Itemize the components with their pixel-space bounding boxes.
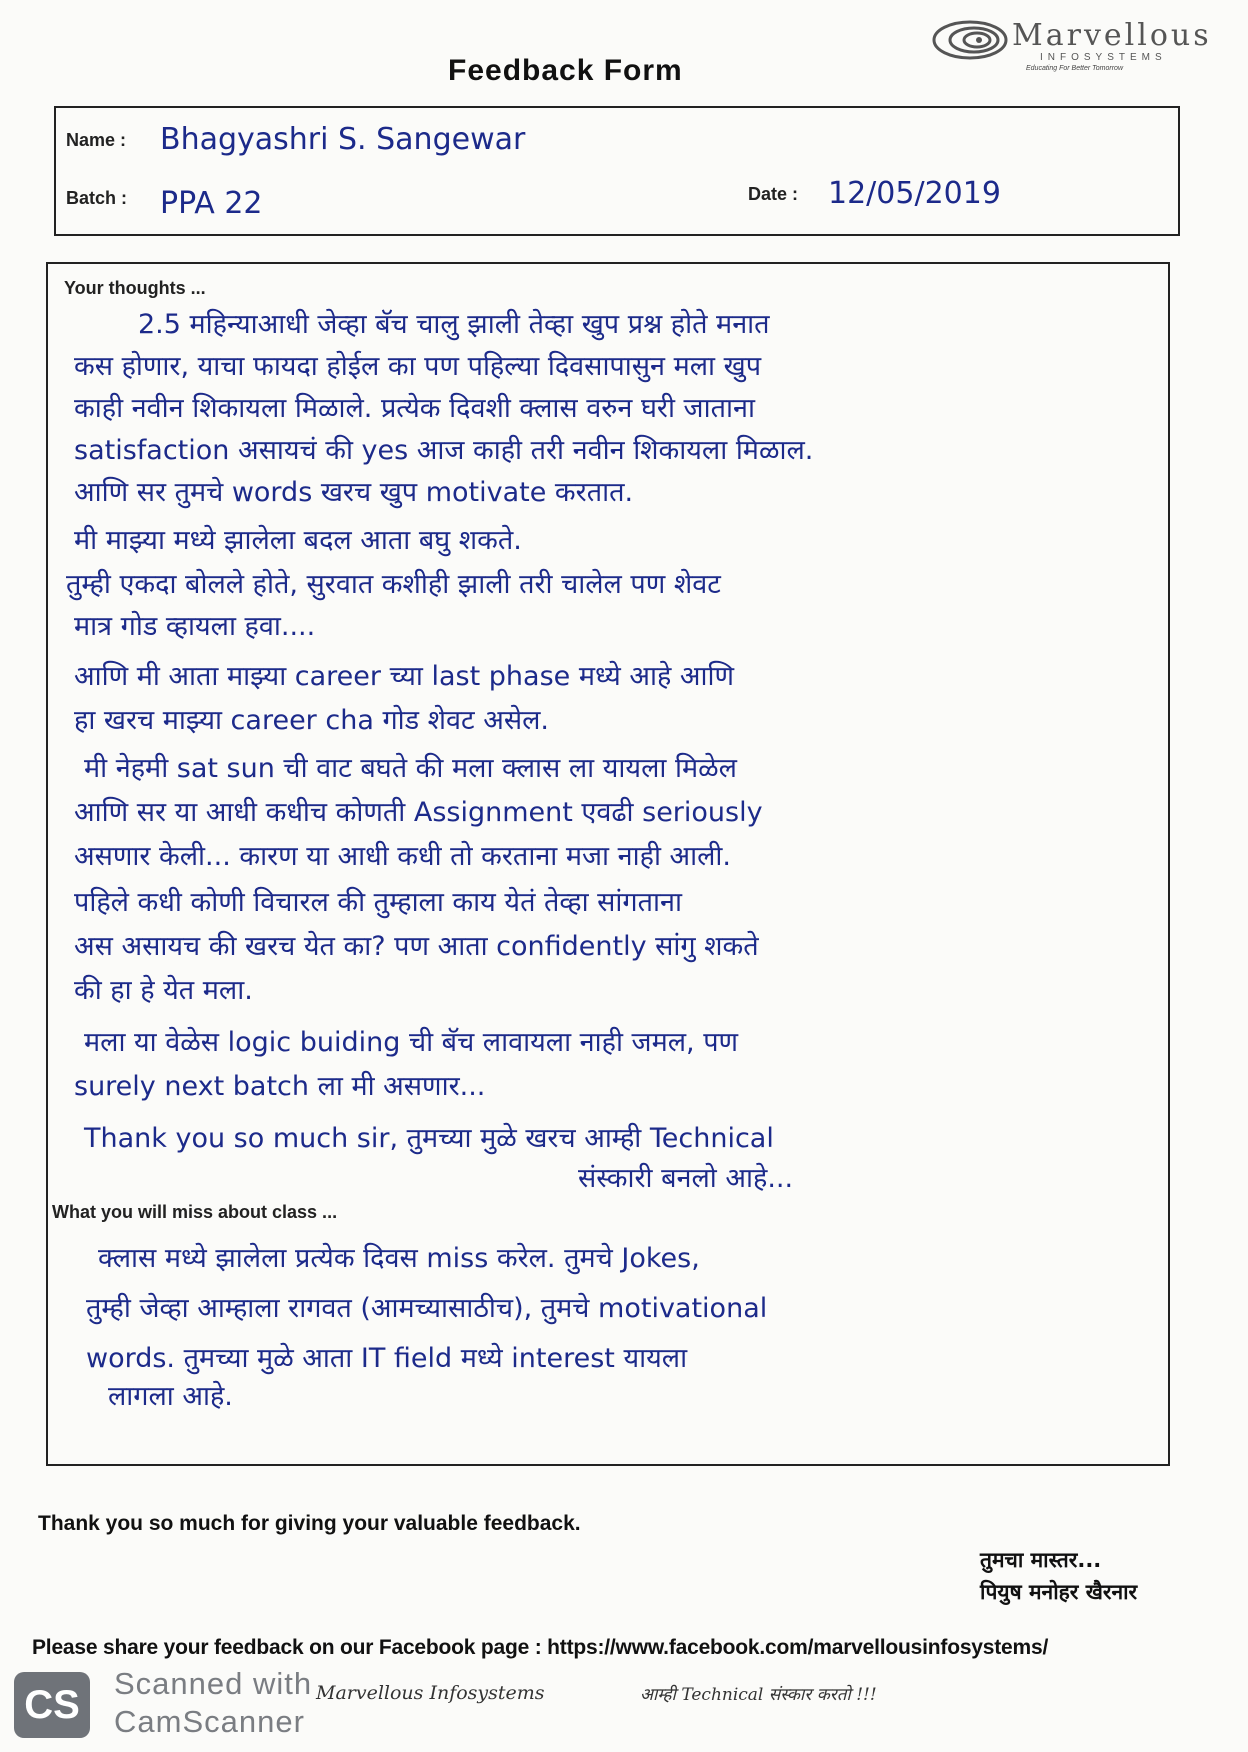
thoughts-line: मात्र गोड व्हायला हवा.... <box>74 611 316 642</box>
thoughts-line: मी माझ्या मध्ये झालेला बदल आता बघु शकते. <box>74 525 522 556</box>
batch-value: PPA 22 <box>160 186 263 221</box>
name-value: Bhagyashri S. Sangewar <box>160 122 526 157</box>
thoughts-line: की हा हे येत मला. <box>74 975 253 1006</box>
thoughts-line: हा खरच माझ्या career cha गोड शेवट असेल. <box>74 705 550 736</box>
spiral-logo-icon <box>930 14 1010 64</box>
footer-brand-script: Marvellous Infosystems <box>316 1682 545 1704</box>
thoughts-line: मला या वेळेस logic buiding ची बॅच लावायला नाही जमल, पण <box>84 1027 739 1058</box>
thoughts-line: 2.5 महिन्याआधी जेव्हा बॅच चालु झाली तेव्हा खुप प्रश्न होते मनात <box>138 309 770 340</box>
miss-line: तुम्ही जेव्हा आम्हाला रागवत (आमच्यासाठीच), तुमचे motivational <box>86 1293 768 1324</box>
thoughts-line: तुम्ही एकदा बोलले होते, सुरवात कशीही झाली तरी चालेल पण शेवट <box>66 569 721 600</box>
date-label: Date : <box>748 184 799 204</box>
signature-line-1: तुमचा मास्तर... <box>980 1548 1102 1572</box>
thoughts-line: पहिले कधी कोणी विचारल की तुम्हाला काय येतं तेव्हा सांगताना <box>74 887 682 918</box>
thoughts-line: Thank you so much sir, तुमच्या मुळे खरच आम्ही Technical <box>84 1123 774 1154</box>
thoughts-label: Your thoughts ... <box>64 278 206 298</box>
brand-logo <box>930 14 1230 74</box>
miss-label: What you will miss about class ... <box>52 1202 338 1222</box>
miss-line: लागला आहे. <box>108 1381 233 1412</box>
header-box <box>54 106 1180 236</box>
miss-line: words. तुमच्या मुळे आता IT field मध्ये interest यायला <box>86 1343 688 1374</box>
thoughts-line: काही नवीन शिकायला मिळाले. प्रत्येक दिवशी क्लास वरुन घरी जाताना <box>74 393 755 424</box>
page-title: Feedback Form <box>448 54 683 87</box>
camscanner-logo-icon: CS <box>14 1672 90 1738</box>
brand-tagline: Educating For Better Tomorrow <box>1026 65 1124 72</box>
thoughts-line: मी नेहमी sat sun ची वाट बघते की मला क्लास ला यायला मिळेल <box>84 753 737 784</box>
scanner-line-2: CamScanner <box>114 1704 305 1739</box>
brand-name: Marvellous <box>1012 18 1212 53</box>
thoughts-line: surely next batch ला मी असणार... <box>74 1071 486 1102</box>
thoughts-line: असणार केली... कारण या आधी कधी तो करताना मजा नाही आली. <box>74 841 731 872</box>
miss-line: क्लास मध्ये झालेला प्रत्येक दिवस miss करेल. तुमचे Jokes, <box>98 1243 700 1274</box>
footer-thanks: Thank you so much for giving your valuable feedback. <box>38 1512 581 1535</box>
thoughts-line: आणि सर तुमचे words खरच खुप motivate करतात. <box>74 477 634 508</box>
scanner-line-1: Scanned with <box>114 1666 313 1701</box>
date-value: 12/05/2019 <box>828 176 1001 211</box>
brand-sub: INFOSYSTEMS <box>1040 52 1167 63</box>
signature-line-2: पियुष मनोहर खैरनार <box>980 1580 1138 1604</box>
thoughts-line: आणि मी आता माझ्या career च्या last phase मध्ये आहे आणि <box>74 661 734 692</box>
thoughts-line: आणि सर या आधी कधीच कोणती Assignment एवढी seriously <box>74 797 763 828</box>
footer-tagline: आम्ही Technical संस्कार करतो !!! <box>640 1685 877 1705</box>
name-label: Name : <box>66 130 127 150</box>
thoughts-line: satisfaction असायचं की yes आज काही तरी नवीन शिकायला मिळाल. <box>74 435 814 466</box>
batch-label: Batch : <box>66 188 128 208</box>
thoughts-line: संस्कारी बनलो आहे... <box>578 1163 794 1194</box>
thoughts-line: अस असायच की खरच येत का? पण आता confidently सांगु शकते <box>74 931 759 962</box>
feedback-box <box>46 262 1170 1466</box>
facebook-share-text: Please share your feedback on our Facebook page : https://www.facebook.com/marvellousinfosystems/ <box>32 1636 1049 1659</box>
thoughts-line: कस होणार, याचा फायदा होईल का पण पहिल्या दिवसापासुन मला खुप <box>74 351 762 382</box>
